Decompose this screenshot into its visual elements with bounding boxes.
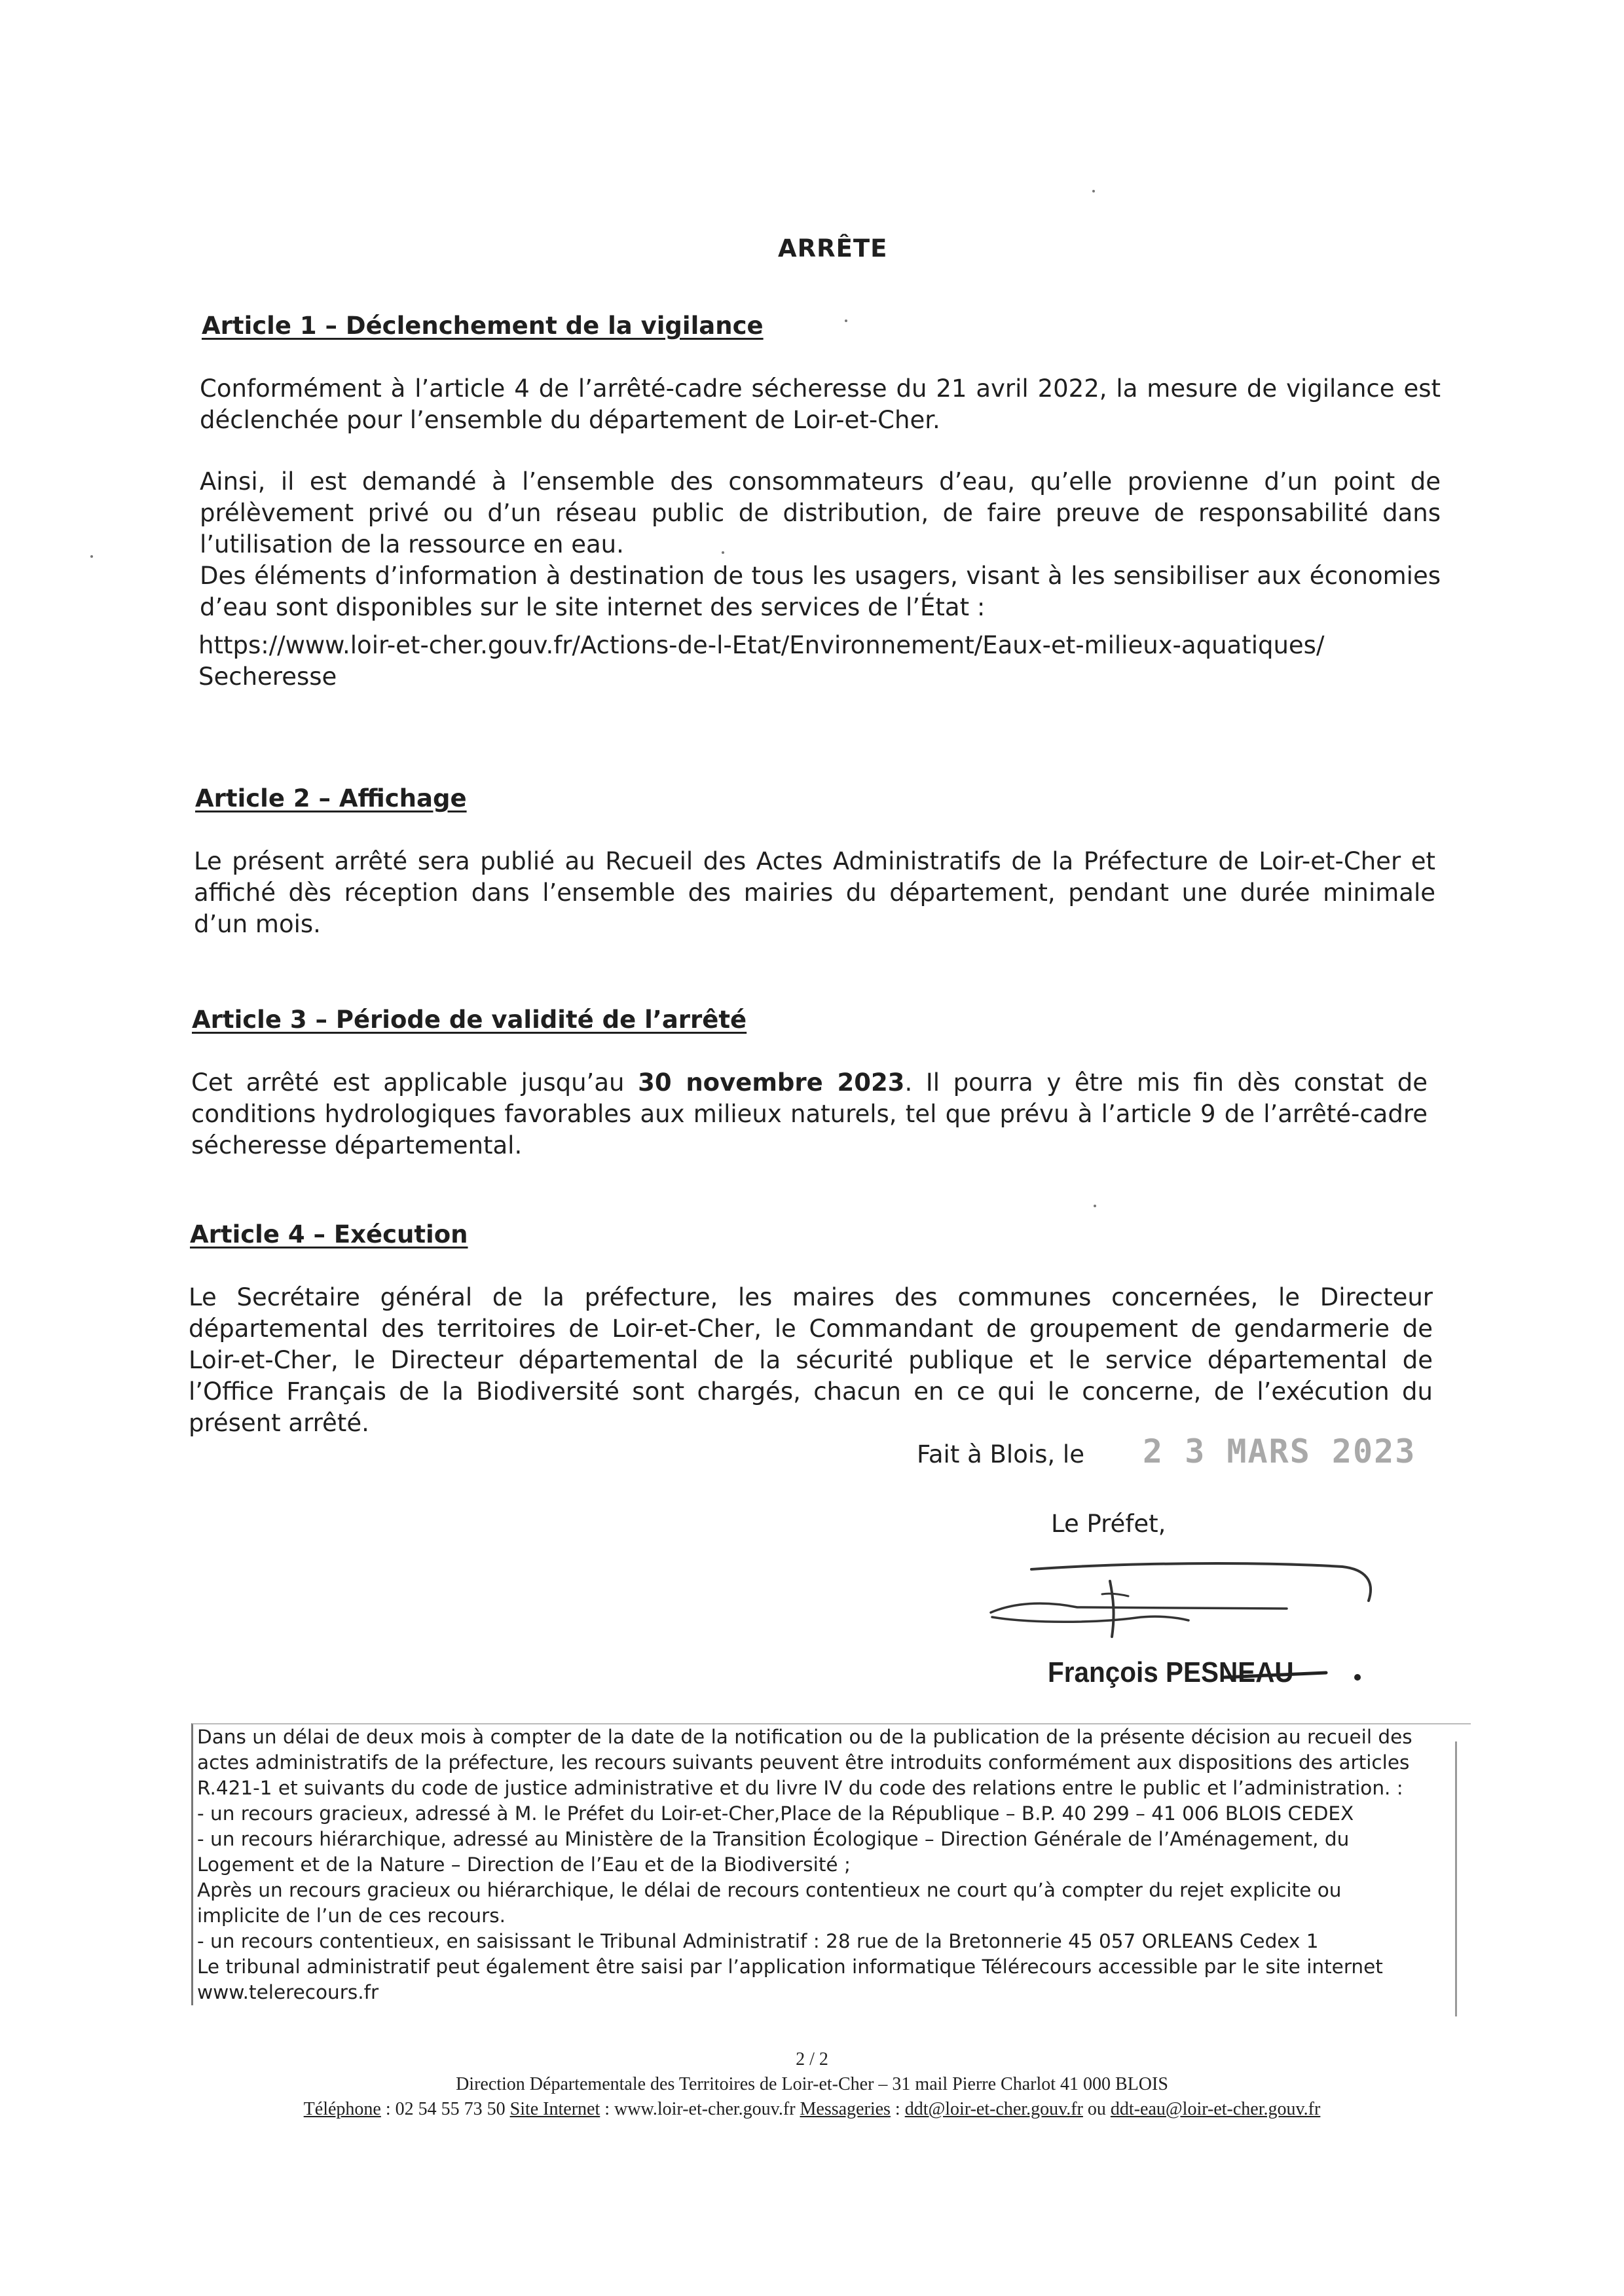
footer-tel-value: : 02 54 55 73 50: [380, 2099, 510, 2119]
footer-address: Direction Départementale des Territoires de Loir-et-Cher – 31 mail Pierre Charlot 41 000 BLOIS: [456, 2074, 1168, 2094]
recourse-line: implicite de l’un de ces recours.: [197, 1904, 506, 1927]
recourse-line: - un recours contentieux, en saisissant le Tribunal Administratif : 28 rue de la Bretonnerie 45 057 ORLEANS Cedex 1: [197, 1930, 1319, 1952]
recourse-line: R.421-1 et suivants du code de justice administrative et du livre IV du code des relations entre le public et l’administration. :: [197, 1777, 1403, 1799]
footer-mail-link-2[interactable]: ddt-eau@loir-et-cher.gouv.fr: [1110, 2099, 1321, 2119]
recourse-line: - un recours hiérarchique, adressé au Ministère de la Transition Écologique – Direction Générale de l’Aménagement, du: [197, 1828, 1350, 1850]
signatory-role: Le Préfet,: [1051, 1510, 1166, 1538]
recourse-line: Le tribunal administratif peut également être saisi par l’application informatique Télérecours accessible par le site internet: [197, 1956, 1383, 1978]
footer-mail-link-1[interactable]: ddt@loir-et-cher.gouv.fr: [904, 2099, 1083, 2119]
vigilance-url-line-1: https://www.loir-et-cher.gouv.fr/Actions-de-l-Etat/Environnement/Eaux-et-milieux-aquatiques/: [198, 631, 1325, 659]
article-1-paragraph-3: Des éléments d’information à destination de tous les usagers, visant à les sensibiliser aux économies d’eau sont disponibles sur le site internet des services de l’État :: [200, 562, 1441, 621]
article-1-paragraph-2: Ainsi, il est demandé à l’ensemble des consommateurs d’eau, qu’elle provienne d’un point de prélèvement privé ou d’un réseau public de distribution, de faire preuve de responsabilité dans l’utilisation de la ressource en eau.: [200, 467, 1441, 558]
footer-mail-separator: :: [890, 2099, 905, 2119]
footer-contact: [0, 2099, 1624, 2120]
article-3-paragraph-1: [191, 1067, 1428, 1161]
signature-flourish: [1218, 1663, 1362, 1689]
article-1-heading: Article 1 – Déclenchement de la vigilance: [202, 312, 764, 340]
handwritten-signature: [979, 1555, 1385, 1660]
date-stamp: 2 3 MARS 2023: [1143, 1432, 1416, 1470]
footer-site-link[interactable]: : www.loir-et-cher.gouv.fr: [600, 2099, 800, 2119]
scan-speck: [722, 551, 724, 554]
scan-speck: [1092, 190, 1095, 192]
recourse-line: Après un recours gracieux ou hiérarchique, le délai de recours contentieux ne court qu’à compter du rejet explicite ou: [197, 1879, 1342, 1901]
recourse-line: - un recours gracieux, adressé à M. le Préfet du Loir-et-Cher,Place de la République – B.P. 40 299 – 41 006 BLOIS CEDEX: [197, 1802, 1354, 1825]
article-2-paragraph-1: Le présent arrêté sera publié au Recueil des Actes Administratifs de la Préfecture de Loir-et-Cher et affiché dès réception dans l’ensemble des mairies du département, pendant une durée minimale d’un mois.: [194, 847, 1435, 938]
vigilance-url-line-2: Secheresse: [198, 663, 337, 691]
article-4-body: [189, 1282, 1433, 1439]
article-4-paragraph-1: Le Secrétaire général de la préfecture, les maires des communes concernées, le Directeur départemental des territoires de Loir-et-Cher, le Commandant de groupement de gendarmerie de Loir-et-Cher, le Directeur départemental de la sécurité publique et le service départemental de l’Office Français de la Biodiversité sont chargés, chacun en ce qui le concerne, de l’exécution du présent arrêté.: [189, 1283, 1433, 1437]
article-3-text-after: . Il pourra y être mis fin dès constat de conditions hydrologiques favorables aux milieux naturels, tel que prévu à l’article 9 de l’arrêté-cadre sécheresse départemental.: [191, 1068, 1428, 1159]
legal-recourse-notice: [191, 1723, 1471, 2005]
footer-mail-label: Messageries: [800, 2099, 891, 2119]
article-3-body: [191, 1067, 1428, 1161]
scan-speck: [1094, 1205, 1096, 1207]
page-number: 2 / 2: [796, 2049, 828, 2069]
recourse-line: Dans un délai de deux mois à compter de la date de la notification ou de la publication de la présente décision au recueil des: [197, 1726, 1412, 1748]
article-1-paragraph-1: Conformément à l’article 4 de l’arrêté-cadre sécheresse du 21 avril 2022, la mesure de vigilance est déclenchée pour l’ensemble du département de Loir-et-Cher.: [200, 374, 1441, 434]
article-3-text-before: Cet arrêté est applicable jusqu’au: [191, 1068, 638, 1097]
scan-speck: [90, 555, 93, 558]
footer-tel-label: Téléphone: [303, 2099, 381, 2119]
recourse-line: Logement et de la Nature – Direction de l’Eau et de la Biodiversité ;: [197, 1853, 851, 1876]
footer-mail-or: ou: [1082, 2099, 1111, 2119]
article-2-heading: Article 2 – Affichage: [195, 784, 467, 812]
recourse-line: actes administratifs de la préfecture, les recours suivants peuvent être introduits conformément aux dispositions des articles: [197, 1751, 1410, 1774]
article-3-end-date: 30 novembre 2023: [638, 1068, 905, 1097]
document-title: ARRÊTE: [778, 234, 888, 263]
article-3-heading: Article 3 – Période de validité de l’arrêté: [192, 1006, 747, 1034]
article-2-body: [194, 846, 1435, 940]
article-1-body: [200, 373, 1441, 623]
recourse-box-right-border: [1455, 1741, 1457, 2016]
footer-site-label: Site Internet: [509, 2099, 600, 2119]
recourse-line: www.telerecours.fr: [197, 1981, 379, 2003]
place-and-date-label: Fait à Blois, le: [917, 1440, 1084, 1468]
signatory-name: François PESNEAU: [1048, 1656, 1294, 1688]
scan-speck: [845, 319, 847, 322]
article-4-heading: Article 4 – Exécution: [190, 1220, 468, 1248]
